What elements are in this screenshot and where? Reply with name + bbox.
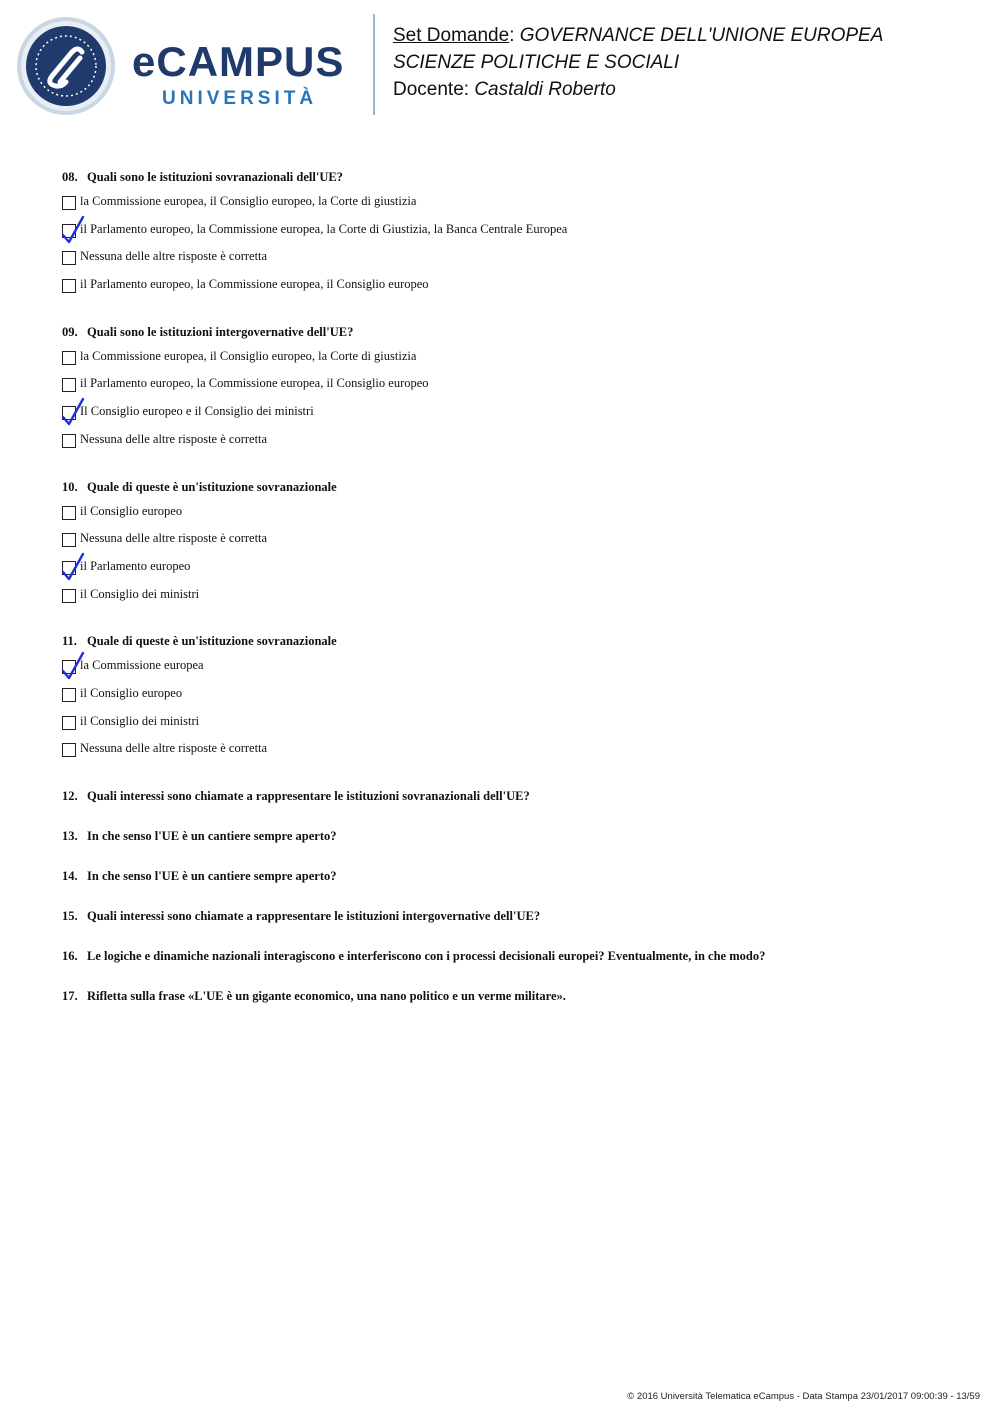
answer-label: Nessuna delle altre risposte è corretta bbox=[80, 249, 268, 264]
checkbox[interactable] bbox=[62, 196, 76, 210]
question-number: 11. bbox=[62, 634, 77, 649]
answer-label: la Commissione europea bbox=[80, 658, 204, 673]
answer-label: il Parlamento europeo, la Commissione europea, il Consiglio europeo bbox=[80, 376, 429, 391]
question-13 bbox=[62, 828, 962, 868]
question-text: Le logiche e dinamiche nazionali interagiscono e interferiscono con i processi decisionali europei? Eventualmente, in che modo? bbox=[87, 949, 766, 963]
checkbox[interactable] bbox=[62, 378, 76, 392]
checkbox[interactable] bbox=[62, 279, 76, 293]
answer-option[interactable] bbox=[62, 216, 962, 244]
answer-option[interactable] bbox=[62, 188, 962, 216]
answer-options bbox=[62, 343, 962, 454]
answer-label: Nessuna delle altre risposte è corretta bbox=[80, 431, 268, 446]
teacher-line bbox=[393, 76, 993, 103]
answer-label: la Commissione europea, il Consiglio europeo, la Corte di giustizia bbox=[80, 348, 417, 363]
question-title bbox=[62, 169, 962, 185]
question-list bbox=[62, 169, 962, 1028]
answer-option[interactable] bbox=[62, 343, 962, 371]
answer-label: il Parlamento europeo, la Commissione europea, la Corte di Giustizia, la Banca Centrale Europea bbox=[80, 221, 568, 236]
question-text: Rifletta sulla frase «L'UE è un gigante economico, una nano politico e un verme militare». bbox=[87, 989, 566, 1003]
answer-option[interactable] bbox=[62, 243, 962, 271]
teacher-name: Castaldi Roberto bbox=[474, 79, 616, 100]
checkbox[interactable] bbox=[62, 506, 76, 520]
question-number: 15. bbox=[62, 909, 78, 923]
ecampus-emblem-icon bbox=[16, 16, 116, 116]
checkbox[interactable] bbox=[62, 251, 76, 265]
question-17 bbox=[62, 988, 962, 1028]
answer-option[interactable] bbox=[62, 370, 962, 398]
answer-label: Nessuna delle altre risposte è corretta bbox=[80, 741, 268, 756]
question-number: 12. bbox=[62, 789, 78, 803]
set-label: Set Domande bbox=[393, 25, 510, 46]
answer-option[interactable] bbox=[62, 680, 962, 708]
answer-option[interactable] bbox=[62, 426, 962, 454]
question-text: Quali sono le istituzioni intergovernative dell'UE? bbox=[87, 324, 354, 339]
question-title bbox=[62, 633, 962, 649]
question-12 bbox=[62, 788, 962, 828]
checkbox[interactable] bbox=[62, 589, 76, 603]
checkbox[interactable] bbox=[62, 351, 76, 365]
answer-option[interactable] bbox=[62, 525, 962, 553]
page-header bbox=[0, 0, 1000, 130]
header-info bbox=[393, 22, 993, 103]
header-divider bbox=[373, 14, 375, 115]
answer-label: il Parlamento europeo, la Commissione europea, il Consiglio europeo bbox=[80, 277, 429, 292]
answer-option[interactable] bbox=[62, 708, 962, 736]
checkbox[interactable] bbox=[62, 434, 76, 448]
answer-options bbox=[62, 188, 962, 299]
checkbox[interactable] bbox=[62, 406, 76, 420]
question-title bbox=[62, 868, 962, 884]
page-footer: © 2016 Università Telematica eCampus - Data Stampa 23/01/2017 09:00:39 - 13/59 bbox=[627, 1391, 980, 1402]
answer-options bbox=[62, 498, 962, 609]
question-title bbox=[62, 908, 962, 924]
question-text: Quale di queste è un'istituzione sovranazionale bbox=[87, 479, 337, 494]
question-text: Quali interessi sono chiamate a rappresentare le istituzioni sovranazionali dell'UE? bbox=[87, 789, 530, 803]
question-title bbox=[62, 479, 962, 495]
question-title bbox=[62, 788, 962, 804]
answer-options bbox=[62, 652, 962, 763]
question-title bbox=[62, 948, 962, 964]
answer-option[interactable] bbox=[62, 498, 962, 526]
answer-option[interactable] bbox=[62, 735, 962, 763]
answer-option[interactable] bbox=[62, 398, 962, 426]
question-14 bbox=[62, 868, 962, 908]
question-number: 16. bbox=[62, 949, 78, 963]
question-09 bbox=[62, 324, 962, 454]
question-number: 10. bbox=[62, 479, 78, 494]
question-number: 09. bbox=[62, 324, 78, 339]
answer-label: il Consiglio dei ministri bbox=[80, 713, 200, 728]
question-number: 14. bbox=[62, 869, 78, 883]
question-number: 08. bbox=[62, 170, 78, 184]
checkbox[interactable] bbox=[62, 561, 76, 575]
question-number: 17. bbox=[62, 989, 78, 1003]
answer-option[interactable] bbox=[62, 652, 962, 680]
teacher-label: Docente: bbox=[393, 79, 470, 100]
checkbox[interactable] bbox=[62, 743, 76, 757]
answer-label: il Consiglio dei ministri bbox=[80, 586, 200, 601]
answer-label: il Parlamento europeo bbox=[80, 558, 191, 573]
logo-wordmark bbox=[132, 40, 357, 115]
brand-subtitle: UNIVERSITÀ bbox=[162, 88, 318, 109]
set-title: GOVERNANCE DELL'UNIONE EUROPEA bbox=[519, 25, 884, 46]
set-separator: : bbox=[509, 25, 515, 46]
faculty-line: SCIENZE POLITICHE E SOCIALI bbox=[393, 52, 680, 73]
brand-name: eCAMPUS bbox=[132, 38, 345, 85]
answer-option[interactable] bbox=[62, 553, 962, 581]
answer-label: il Consiglio europeo bbox=[80, 685, 183, 700]
question-text: In che senso l'UE è un cantiere sempre aperto? bbox=[87, 869, 337, 883]
checkbox[interactable] bbox=[62, 660, 76, 674]
answer-option[interactable] bbox=[62, 581, 962, 609]
answer-label: la Commissione europea, il Consiglio europeo, la Corte di giustizia bbox=[80, 194, 417, 208]
question-text: Quali interessi sono chiamate a rappresentare le istituzioni intergovernative dell'UE? bbox=[87, 909, 541, 923]
answer-label: il Consiglio europeo bbox=[80, 503, 183, 518]
question-title bbox=[62, 324, 962, 340]
question-15 bbox=[62, 908, 962, 948]
answer-label: Nessuna delle altre risposte è corretta bbox=[80, 531, 268, 546]
question-number: 13. bbox=[62, 829, 78, 843]
question-title bbox=[62, 988, 962, 1004]
checkbox[interactable] bbox=[62, 224, 76, 238]
question-10 bbox=[62, 479, 962, 609]
question-text: In che senso l'UE è un cantiere sempre aperto? bbox=[87, 829, 337, 843]
answer-label: Il Consiglio europeo e il Consiglio dei ministri bbox=[80, 404, 314, 419]
question-title bbox=[62, 828, 962, 844]
question-08 bbox=[62, 169, 962, 299]
question-16 bbox=[62, 948, 962, 988]
checkbox[interactable] bbox=[62, 688, 76, 702]
answer-option[interactable] bbox=[62, 271, 962, 299]
question-11 bbox=[62, 633, 962, 763]
checkbox[interactable] bbox=[62, 533, 76, 547]
question-text: Quali sono le istituzioni sovranazionali dell'UE? bbox=[87, 170, 343, 184]
question-text: Quale di queste è un'istituzione sovranazionale bbox=[87, 634, 337, 649]
checkbox[interactable] bbox=[62, 716, 76, 730]
set-line bbox=[393, 22, 993, 49]
